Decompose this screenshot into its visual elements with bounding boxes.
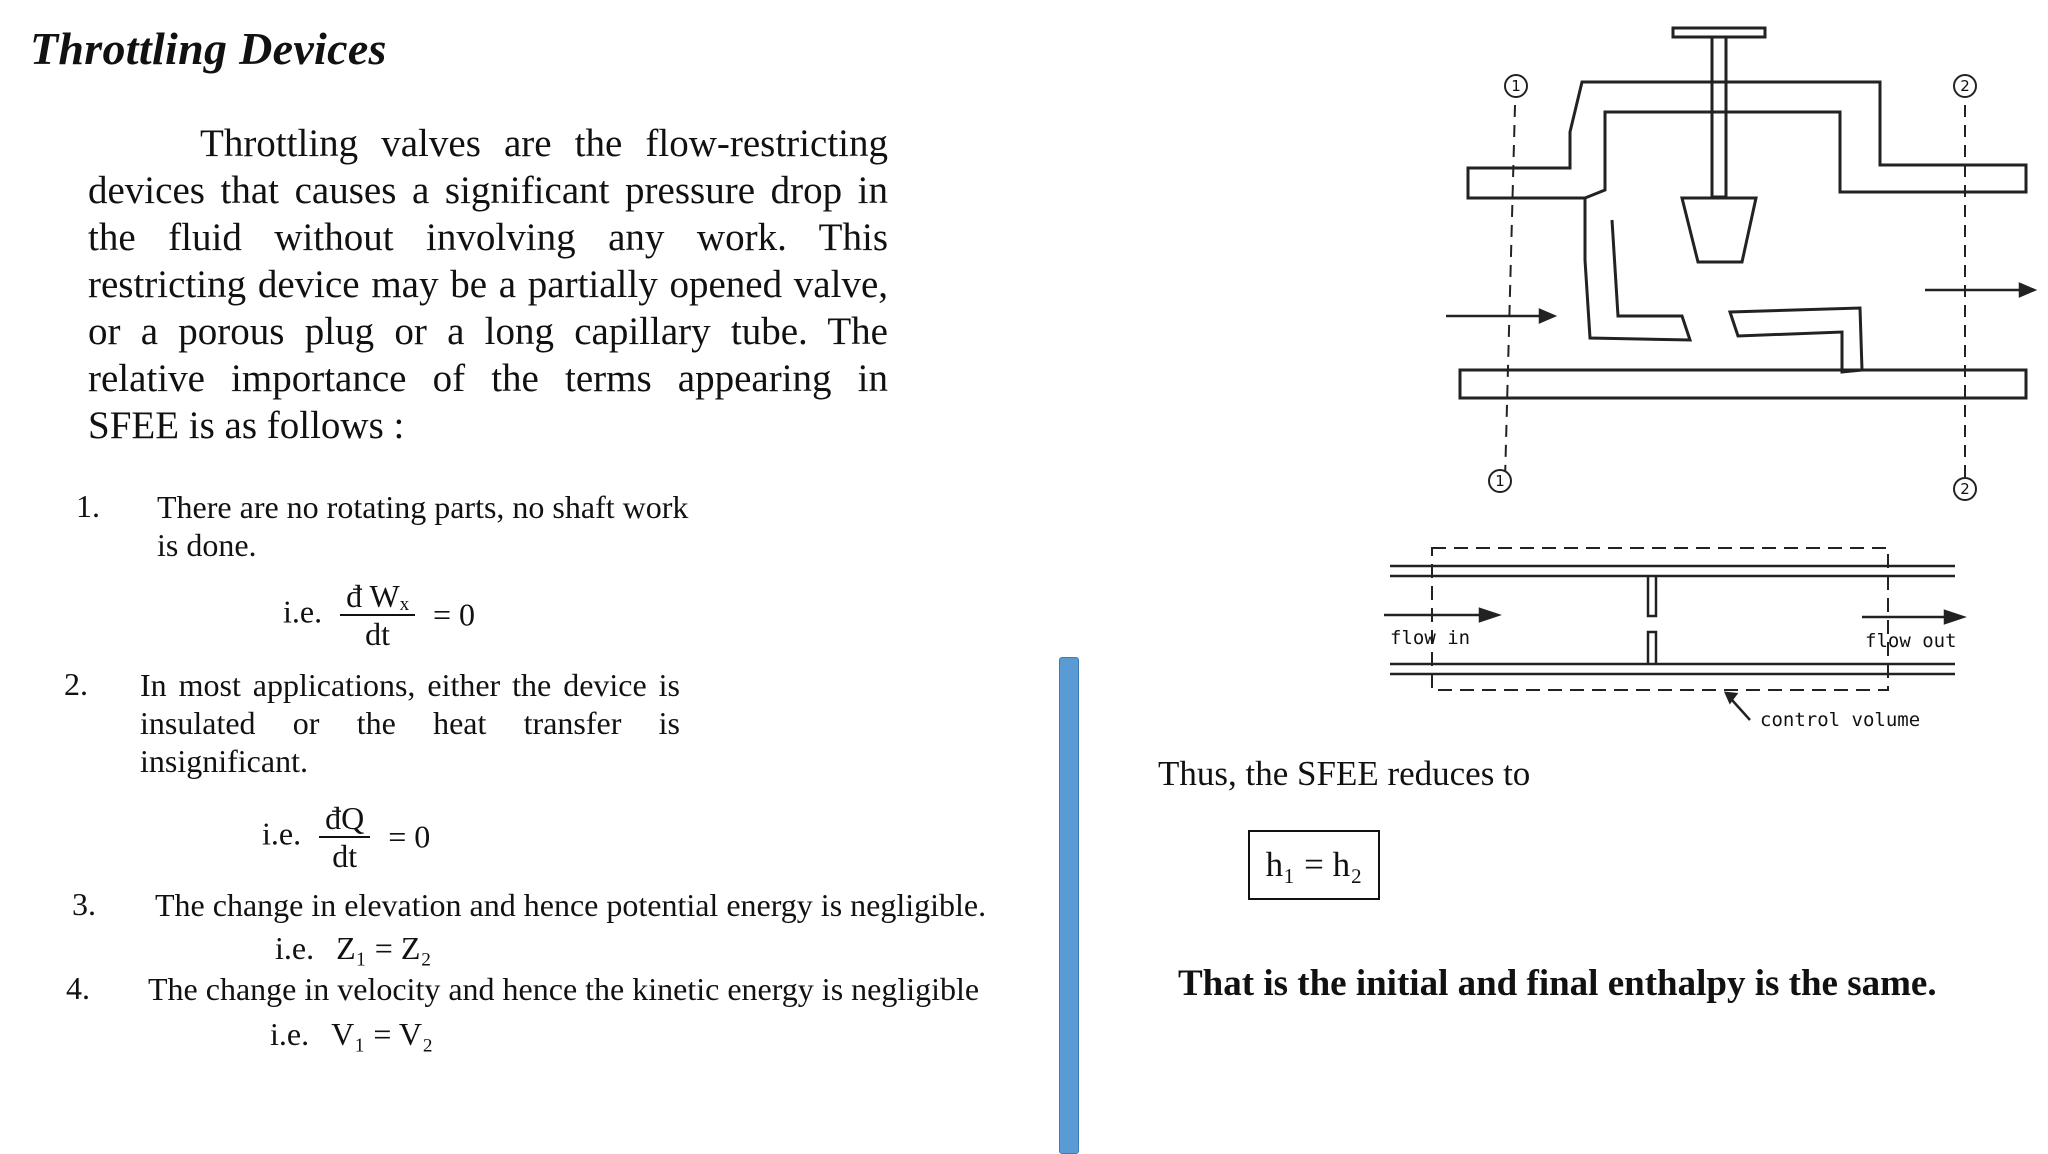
item-1-number: 1.: [76, 488, 100, 524]
enthalpy-equation-box: h₁ = h₂: [1248, 830, 1380, 900]
control-volume-label: control volume: [1760, 709, 1921, 731]
item-1-text: [157, 488, 757, 564]
station-2-top-label: 2: [1960, 77, 1970, 95]
outlet-arrow-head: [2020, 284, 2034, 296]
item-2-ie: i.e.: [262, 815, 302, 852]
item-2-equation: [262, 800, 430, 874]
valve-base-plate: [1460, 370, 2026, 398]
flow-out-label: flow out: [1865, 630, 1957, 652]
restriction-plate-bottom: [1648, 632, 1656, 664]
item-1-rhs: = 0: [433, 596, 476, 633]
item-3-text: The change in elevation and hence potential energy is negligible.: [155, 887, 987, 923]
conclusion-text: That is the initial and final enthalpy is the same.: [1178, 963, 1937, 1004]
item-2-fraction: [319, 800, 370, 874]
item-4-ie: i.e.: [270, 1016, 310, 1052]
item-1-numerator: đ Wₓ: [340, 578, 415, 616]
item-1-denominator: dt: [365, 616, 390, 652]
item-3-number: 3.: [72, 886, 96, 922]
item-1-text-line2: is done.: [157, 527, 257, 563]
item-2-number: 2.: [64, 666, 88, 702]
item-3-equation: [275, 930, 432, 967]
station-1-top-label: 1: [1511, 77, 1521, 95]
valve-right-chamber: [1730, 308, 1862, 372]
valve-stem: [1712, 37, 1726, 197]
sfee-reduction-text: Thus, the SFEE reduces to: [1158, 754, 1531, 793]
vertical-divider-bar: [1059, 657, 1079, 1154]
station-1-line: [1505, 105, 1515, 480]
inlet-arrow-head: [1540, 310, 1554, 322]
flow-in-label: flow in: [1390, 627, 1471, 649]
control-volume-pointer-line: [1732, 700, 1750, 720]
page-title: Throttling Devices: [30, 23, 387, 74]
valve-plug: [1682, 198, 1756, 262]
item-4-number: 4.: [66, 970, 90, 1006]
item-4-text: The change in velocity and hence the kinetic energy is negligible: [148, 971, 980, 1007]
item-3-ie: i.e.: [275, 930, 315, 966]
throttling-valve-diagram: [1420, 20, 2040, 510]
item-2-denominator: dt: [332, 838, 358, 874]
item-2-rhs: = 0: [388, 818, 431, 855]
item-3-formula: Z₁ = Z₂: [336, 930, 432, 966]
item-1-ie: i.e.: [283, 593, 323, 630]
item-4-formula: V₁ = V₂: [331, 1016, 434, 1052]
item-4-equation: [270, 1016, 433, 1053]
station-2-bottom-label: 2: [1960, 480, 1970, 498]
item-1-equation: [283, 578, 475, 652]
flow-in-arrow-head: [1480, 609, 1498, 621]
flow-out-arrow-head: [1945, 611, 1963, 623]
valve-inner-wall: [1585, 198, 1690, 340]
item-1-text-line1: There are no rotating parts, no shaft work: [157, 489, 689, 525]
item-2-numerator: đQ: [319, 800, 370, 838]
restriction-plate-top: [1648, 576, 1656, 616]
intro-paragraph: Throttling valves are the flow-restricting devices that causes a significant pressure drop in the fluid without involving any work. This restricting device may be a partially opened valve, or a porous plug or a long capillary tube. The relative importance of the terms appearing in SFEE is as follows :: [88, 122, 888, 447]
item-1-fraction: [340, 578, 415, 652]
valve-body-outline: [1468, 82, 2026, 198]
station-1-bottom-label: 1: [1495, 472, 1505, 490]
control-volume-pointer-head: [1726, 693, 1736, 702]
control-volume-boundary: [1432, 548, 1888, 690]
item-2-text: In most applications, either the device is insulated or the heat transfer is insignificant.: [140, 667, 680, 779]
control-volume-diagram: [1380, 540, 2000, 740]
